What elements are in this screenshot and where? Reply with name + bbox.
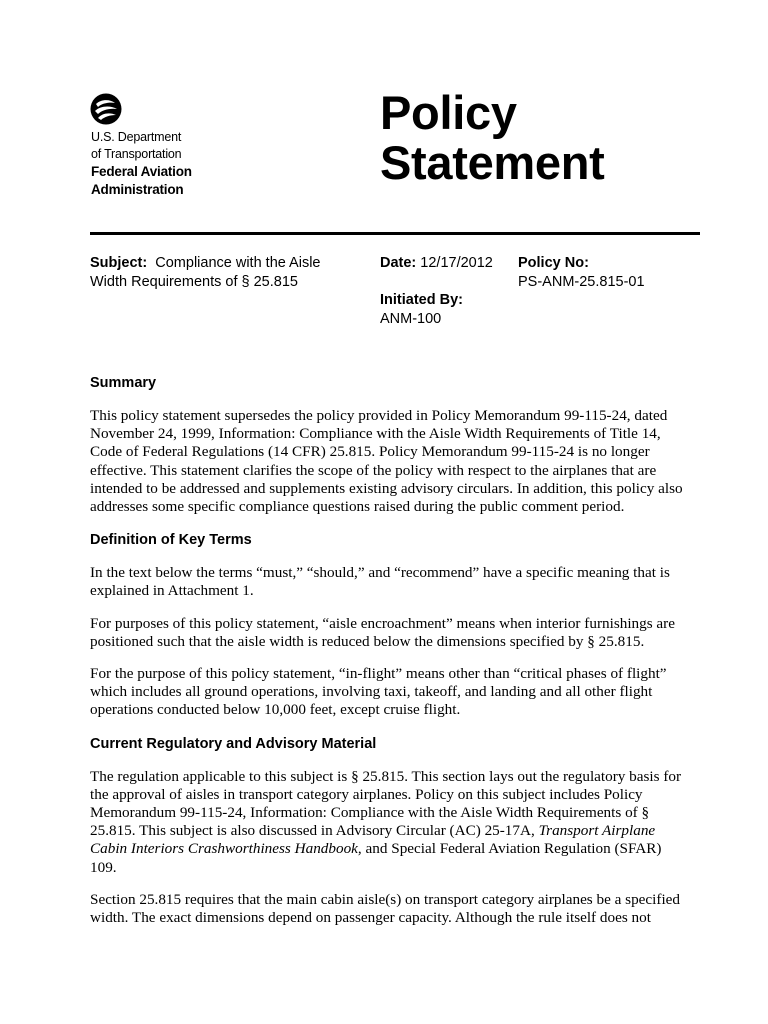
- initiated-label: Initiated By:: [380, 292, 463, 308]
- header-divider: [90, 232, 700, 235]
- title-line-2: Statement: [380, 136, 605, 189]
- agency-line-1: U.S. Department: [91, 130, 182, 144]
- agency-line-3: Federal Aviation: [91, 164, 192, 179]
- regulatory-text-1: The regulation applicable to this subject is § 25.815. This section lays out the regulatory basis for the approval of aisles in transport category airplanes. Policy on this subject includes Policy Memorandum 99-115-24, Information: Compliance with the Aisle Width Requirements of § 25.815. This subject is also discussed in Advisory Circular (AC) 25-17A,: [90, 767, 682, 840]
- definitions-paragraph-2: For purposes of this policy statement, “aisle encroachment” means when interior furnishings are positioned such that the aisle width is reduced below the dimensions specified by § 25.815.: [90, 614, 675, 650]
- subject-block: [90, 254, 321, 292]
- title-line-1: Policy: [380, 86, 517, 139]
- regulatory-text-2: , and Special Federal Aviation Regulation (SFAR) 109.: [90, 840, 662, 876]
- dot-tri-swoosh-logo-icon: [90, 93, 122, 125]
- definitions-paragraph-1: In the text below the terms “must,” “should,” and “recommend” have a specific meaning that is explained in Attachment 1.: [90, 564, 670, 600]
- definitions-heading: Definition of Key Terms: [90, 532, 252, 549]
- subject-line-1: Compliance with the Aisle: [155, 255, 321, 271]
- regulatory-heading: Current Regulatory and Advisory Material: [90, 735, 377, 752]
- policy-number-block: [518, 254, 645, 292]
- date-block: [380, 254, 493, 273]
- agency-name: [91, 129, 192, 199]
- agency-line-2: of Transportation: [91, 147, 182, 161]
- definitions-paragraph-3: For the purpose of this policy statement, “in-flight” means other than “critical phases of flight” which includes all ground operations, involving taxi, takeoff, and landing and all other flight operations conducted below 10,000 feet, except cruise flight.: [90, 665, 667, 719]
- agency-line-4: Administration: [91, 182, 184, 197]
- summary-paragraph: This policy statement supersedes the policy provided in Policy Memorandum 99-115-24, dated November 24, 1999, Information: Compliance with the Aisle Width Requirements of Title 14, Code of Federal Regulations (14 CFR) 25.815. Policy Memorandum 99-115-24 is no longer effective. This statement clarifies the scope of the policy with respect to the airplanes that are intended to be addressed and supplements existing advisory circulars. In addition, this policy also addresses some specific compliance questions raised during the public comment period.: [90, 407, 683, 516]
- date-label: Date:: [380, 255, 417, 271]
- summary-heading: Summary: [90, 375, 157, 391]
- policy-label: Policy No:: [518, 255, 589, 271]
- subject-line-2: Width Requirements of § 25.815: [90, 274, 298, 290]
- subject-label: Subject:: [90, 255, 148, 271]
- handbook-title: Transport Airplane Cabin Interiors Crashworthiness Handbook: [90, 822, 656, 858]
- dot-logo: [90, 93, 122, 125]
- initiated-block: [380, 291, 463, 329]
- document-title: [380, 88, 605, 188]
- document-body: [90, 373, 690, 941]
- regulatory-paragraph-1: [90, 768, 690, 877]
- policy-value: PS-ANM-25.815-01: [518, 274, 645, 290]
- date-value: 12/17/2012: [420, 255, 493, 271]
- initiated-value: ANM-100: [380, 311, 442, 327]
- regulatory-paragraph-2: Section 25.815 requires that the main cabin aisle(s) on transport category airplanes be a specified width. The exact dimensions depend on passenger capacity. Although the rule itself does not: [90, 890, 680, 927]
